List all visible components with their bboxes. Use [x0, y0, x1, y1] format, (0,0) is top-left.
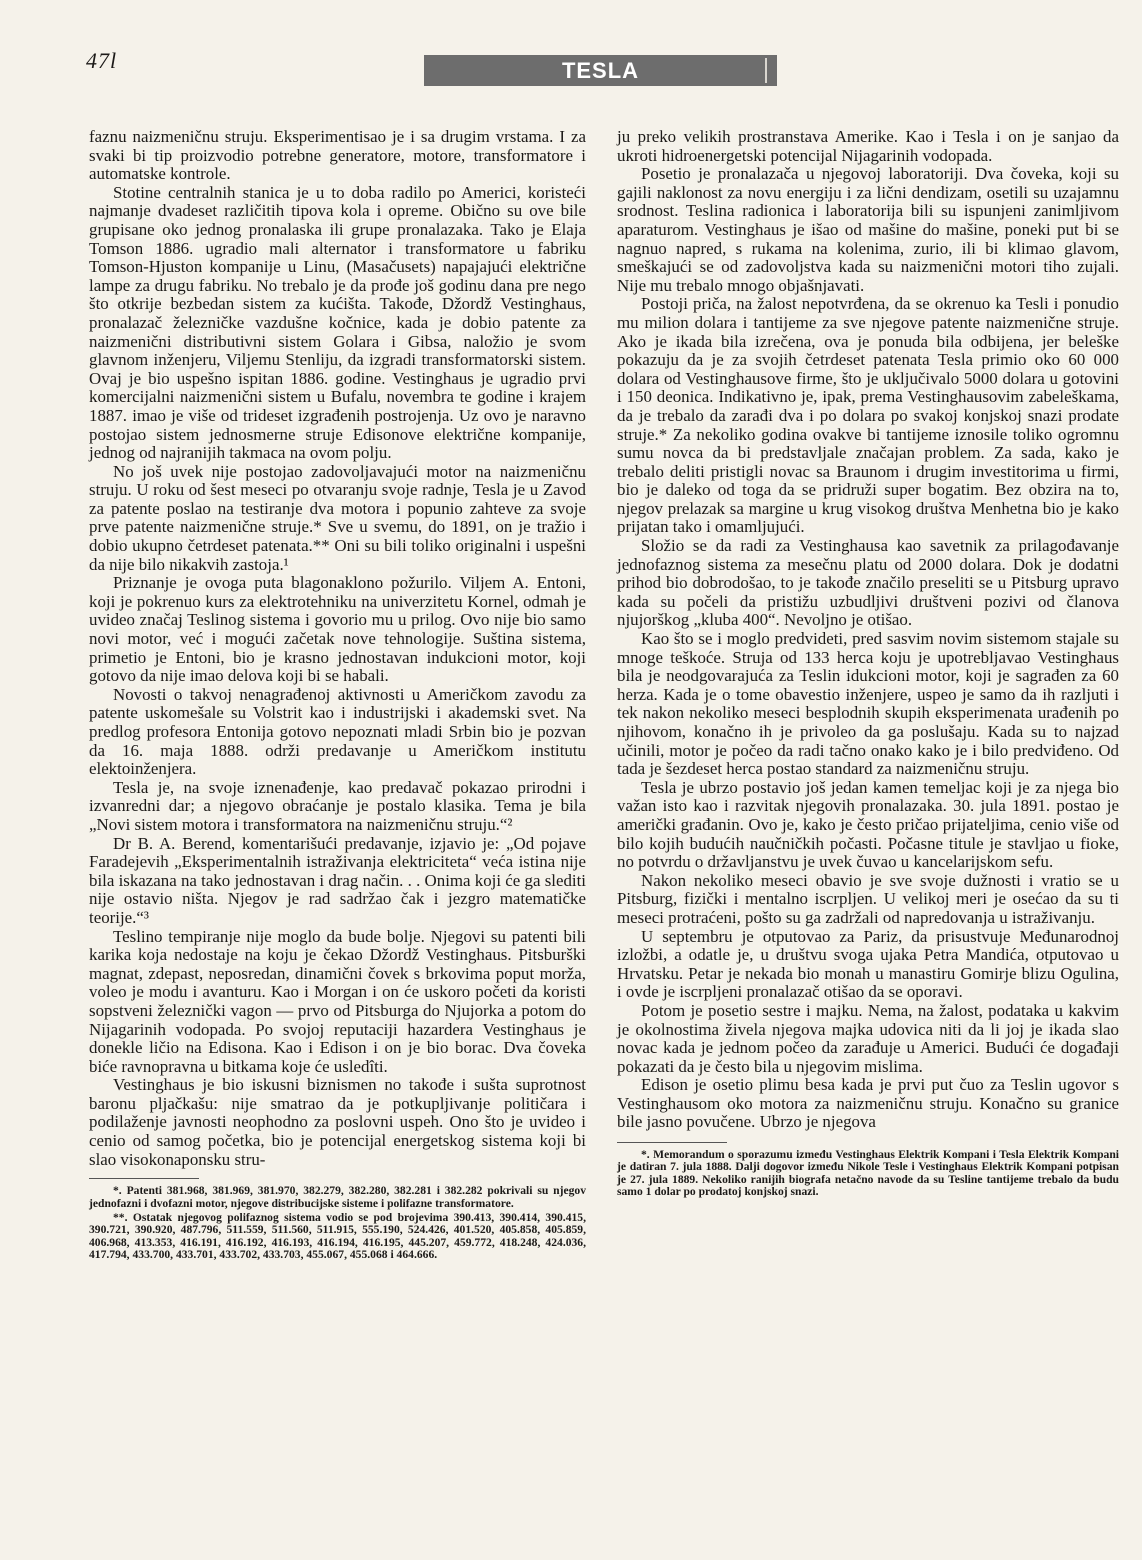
paragraph: Vestinghaus je bio iskusni biznismen no takođe i sušta suprotnost baronu pljačkašu: nije smatrao da je potkupljivanje političara i podilaženje javnosti neophodno za poslovni uspeh. Ono što je uvideo i cenio od samog početka, bio je potencijal energetskog sistema koji bi slao visokonaponsku stru- [89, 1075, 586, 1169]
running-header-band [424, 55, 777, 86]
paragraph: Potom je posetio sestre i majku. Nema, na žalost, podataka u kakvim je okolnostima živela njegova majka udovica niti da li joj je ikada slao novac kada je jednom počeo da zarađuje u Americi. Budući će događaji pokazati da je često bila u njegovim mislima. [617, 1000, 1119, 1076]
page-number: 47l [86, 48, 118, 73]
paragraph: Tesla je, na svoje iznenađenje, kao predavač pokazao prirodni i izvanredni dar; a njegovo obraćanje je postalo klasika. Tema je bila „Novi sistem motora i transformatora na naizmeničnu struju.“² [89, 777, 586, 834]
paragraph: No još uvek nije postojao zadovoljavajući motor na naizmeničnu struju. U roku od šest meseci po otvaranju svoje radnje, Tesla je u Zavod za patente poslao na testiranje dva motora i popunio zahteve za svoje prve patente naizmenične struje.* Sve u svemu, do 1891, on je tražio i dobio ukupno četrdeset patenata.** Oni su bili toliko originalni i uspešni da nije bilo nikakvih zastoja.¹ [89, 461, 586, 574]
paragraph: ju preko velikih prostranstava Amerike. Kao i Tesla i on je sanjao da ukroti hidroenergetski potencijal Nijagarinih vodopada. [617, 127, 1119, 165]
paragraph: Posetio je pronalazača u njegovoj laboratoriji. Dva čoveka, koji su gajili naklonost za novu energiju i za lični dendizam, osetili su uzajamnu srodnost. Teslina radionica i laboratorija bili su ispunjeni zanimljivom aparaturom. Vestinghaus je išao od mašine do mašine, poneki put bi se nagnuo napred, s rukama na kolenima, zurio, ili bi klimao glavom, smeškajući se od zadovoljstva kada su naizmenični motori tiho zujali. Nije mu trebalo mnogo objašnjavati. [617, 164, 1119, 295]
paragraph: U septembru je otputovao za Pariz, da prisustvuje Međunarodnoj izložbi, a odatle je, u društvu svoga ujaka Petra Mandića, otputovao u Hrvatsku. Petar je nekada bio monah u manastiru Gomirje blizu Ogulina, i ovde je iscrpljeni pronalazač otišao da se oporavi. [617, 926, 1119, 1002]
paragraph: Tesla je ubrzo postavio još jedan kamen temeljac koji je za njega bio važan isto kao i razvitak njegovih pronalazaka. 30. jula 1891. postao je američki građanin. Ovo je, kako je često pričao prijateljima, cenio više od bilo kojih budućih naučničkih počasti. Počasne titule je stavljao u fioke, no potvrdu o državljanstvu je uvek čuvao u kancelarijskom sefu. [617, 777, 1119, 872]
footnote-divider [617, 1142, 727, 1143]
paragraph: Postoji priča, na žalost nepotvrđena, da se okrenuo ka Tesli i ponudio mu milion dolara i tantijeme za sve njegove patente naizmenične struje. Ako je ikada bila izrečena, ova je ponuda bila odbijena, jer beleške pokazuju da je za svojih četrdeset patenata Tesla primio oko 60 000 dolara od Vestinghausove firme, što je uključivalo 5000 dolara u gotovini i 150 deonica. Indikativno je, ipak, prema Vestinghausovim zabeleškama, da je trebalo da zarađi dva i po dolara po svakoj konjskoj snazi prodate struje.* Za nekoliko godina ovakve bi tantijeme iznosile toliko ogromnu sumu novca da bi predstavljale značajan problem. Za sada, kako je trebalo deliti pristigli novac sa Braunom i drugim investitorima u firmi, bio je daleko od toga da se pridruži super bogatim. Bez obzira na to, njegov prelazak sa margine u krug visokog društva Menhetna bio je kako prijatan tako i omamljujući. [617, 294, 1119, 537]
paragraph: Teslino tempiranje nije moglo da bude bolje. Njegovi su patenti bili karika koja nedostaje na koju je čekao Džordž Vestinghaus. Pitsburški magnat, zdepast, neposredan, dinamični čovek s brkovima poput morža, voleo je modu i avanturu. Kao i Morgan i on će uskoro početi da koristi sopstveni železnički vagon — prvo od Pitsburga do Njujorka a potom do Nijagarinih vodopada. Po svojoj reputaciji hazardera Vestinghaus je donekle ličio na Edisona. Kao i Edison i on je bio borac. Dva čoveka biće ravnopravna u bitkama koje će usledîti. [89, 926, 586, 1076]
paragraph: Stotine centralnih stanica je u to doba radilo po Americi, koristeći najmanje dvadeset različitih tipova kola i opreme. Obično su ove bile grupisane oko jednog pronalaska ili grupe pronalazaka. Tako je Elaja Tomson 1886. ugradio mali alternator i transformatore u fabriku Tomson-Hjuston kompanije u Linu, (Masačusets) napajajući električne lampe za drugu fabriku. No trebalo je da prođe još godinu dana pre nego što otkrije bezbedan sistem za kućišta. Takođe, Džordž Vestinghaus, pronalazač železničke vazdušne kočnice, kada je dobio patente za naizmenični distributivni sistem Golara i Gibsa, naložio je svom glavnom inženjeru, Viljemu Stenliju, da izgradi transformatorski sistem. Ovaj je bio uspešno ispitan 1886. godine. Vestinghaus je ugradio prvi komercijalni naizmenični sistem u Bufalu, novembra te godine i krajem 1887. imao je više od trideset izgrađenih postrojenja. Uz ovo je naravno postojao sistem jednosmerne struje Edisonove električne kompanije, jednog od najranijih takmaca na ovom polju. [89, 182, 586, 463]
paragraph: Nakon nekoliko meseci obavio je sve svoje dužnosti i vratio se u Pitsburg, fizički i mentalno iscrpljen. U velikoj meri je osećao da su ti meseci protraćeni, pošto su ga zadržali od napredovanja u istraživanju. [617, 870, 1119, 927]
right-column [617, 128, 1119, 1199]
footnote: *. Memorandum o sporazumu između Vestinghaus Elektrik Kompani i Tesla Elektrik Kompani je datiran 7. jula 1888. Dalji dogovor između Nikole Tesle i Vestinghaus Elektrik Kompani potpisan je 27. jula 1889. Nekoliko ranijih biografa netačno navode da su Tesline tantijeme trebalo da budu samo 1 dolar po prodatoj konjskoj snazi. [617, 1148, 1119, 1199]
paragraph: Novosti o takvoj nenagrađenoj aktivnosti u Američkom zavodu za patente uskomešale su Volstrit kao i industrijski i akademski svet. Na predlog profesora Entonija gotovo nepoznati mladi Srbin bio je pozvan da 16. maja 1888. održi predavanje u Američkom institutu elektoinženjera. [89, 684, 586, 779]
paragraph: faznu naizmeničnu struju. Eksperimentisao je i sa drugim vrstama. I za svaki bi tip proizvodio potrebne generatore, motore, transformatore i automatske kontrole. [89, 127, 586, 184]
footnote: **. Ostatak njegovog polifaznog sistema vodio se pod brojevima 390.413, 390.414, 390.415, 390.721, 390.920, 487.796, 511.559, 511.560, 511.915, 555.190, 524.426, 401.520, 405.858, 405.859, 406.968, 413.353, 416.191, 416.192, 416.193, 416.194, 416.195, 445.207, 459.772, 418.248, 424.036, 417.794, 433.700, 433.701, 433.702, 433.703, 455.067, 455.068 i 464.666. [89, 1211, 586, 1262]
footnote-divider [89, 1178, 199, 1179]
footnote: *. Patenti 381.968, 381.969, 381.970, 382.279, 382.280, 382.281 i 382.282 pokrivali su njegov jednofazni i dvofazni motor, njegove distribucijske sisteme i polifazne transformatore. [89, 1184, 586, 1210]
paragraph: Edison je osetio plimu besa kada je prvi put čuo za Teslin ugovor s Vestinghausom oko motora za naizmeničnu struju. Konačno su granice bile jasno povučene. Ubrzo je njegova [617, 1075, 1119, 1132]
left-column [89, 128, 586, 1262]
paragraph: Priznanje je ovoga puta blagonaklono požurilo. Viljem A. Entoni, koji je pokrenuo kurs za elektrotehniku na univerzitetu Kornel, odmah je uvideo značaj Teslinog sistema i govorio mu u prilog. Ovo nije bio samo novi motor, već i mogući začetak nove tehnologije. Suština sistema, primetio je Entoni, bio je krasno jednostavan indukcioni motor, koji gotovo da nije imao delova koji bi se habali. [89, 573, 586, 686]
running-title: TESLA [561, 57, 640, 83]
paragraph: Složio se da radi za Vestinghausa kao savetnik za prilagođavanje jednofaznog sistema za mesečnu platu od 2000 dolara. Dok je dodatni prihod bio dobrodošao, to je takođe značilo preseliti se u Pitsburg upravo kada su počeli da pristižu uzbudljivi društveni pozivi od članova njujorškog „kluba 400“. Nevoljno je otišao. [617, 536, 1119, 630]
paragraph: Kao što se i moglo predvideti, pred sasvim novim sistemom stajale su mnoge teškoće. Struja od 133 herca koju je upotrebljavao Vestinghaus bila je neodgovarajuća za Teslin idukcioni motor, koji je sagrađen za 60 herza. Kada je o tome obavestio inženjere, uspeo je samo da ih razljuti i tek nakon nekoliko meseci besplodnih skupih eksperimenata urađenih po njihovom, konačno ih je privoleo da ga poslušaju. Kada su to najzad učinili, motor je počeo da radi tačno onako kako je i bilo predviđeno. Od tada je šezdeset herca postao standard za naizmeničnu struju. [617, 629, 1119, 779]
paragraph: Dr B. A. Berend, komentarišući predavanje, izjavio je: „Od pojave Faradejevih „Eksperimentalnih istraživanja elektriciteta“ veća istina nije bila iskazana na tako jednostavan i drag način. . . Onima koji će ga slediti nije ostavio ništa. Njegov je rad sadržao čak i jezgro matematičke teorije.“³ [89, 833, 586, 927]
